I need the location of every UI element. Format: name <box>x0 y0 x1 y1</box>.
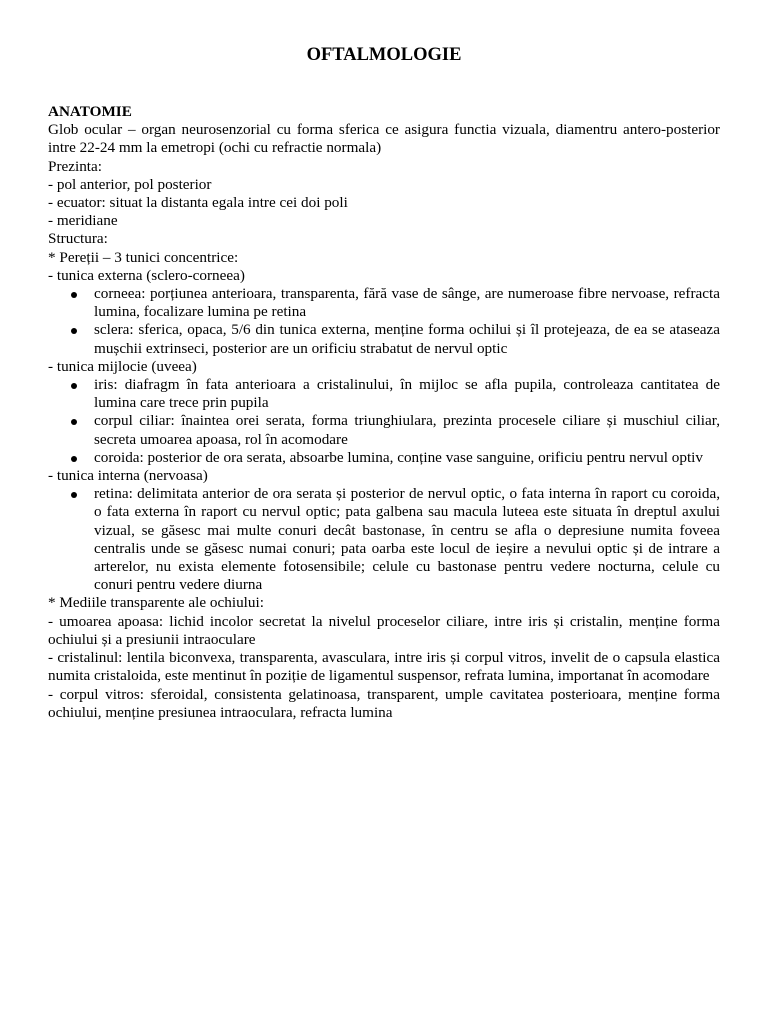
medii-label: * Mediile transparente ale ochiului: <box>48 594 264 612</box>
list-item-text: retina: delimitata anterior de ora serata și posterior de nervul optic, o fata interna în raport cu coroida, o fata externa în raport cu nervul optic; pata galbena sau macula luteea este situata în dreptul axului vizual, se găsesc mai multe conuri decât bastonase, în centru se afla o depresiune numita foveea centralis unde se găsesc numai conuri; pata oarba este locul de ieșire a nevului optic și de intrare a arterelor, nu exista elemente fotosensibile; celule cu bastonase pentru vedere nocturna, celule cu conuri pentru vedere diurna <box>94 485 720 594</box>
structura-label: Structura: <box>48 230 108 248</box>
medii-item: - umoarea apoasa: lichid incolor secretat la nivelul proceselor ciliare, intre iris și cristalin, menține forma ochiului și a presiunii intraoculare <box>48 612 720 648</box>
tunica-mijlocie-label: - tunica mijlocie (uveea) <box>48 357 197 375</box>
list-item-text: sclera: sferica, opaca, 5/6 din tunica externa, menține forma ochilui și îl protejeaza, de ea se ataseaza mușchii extrinseci, posterior are un orificiu strabatut de nervul optic <box>94 321 720 357</box>
medii-item: - corpul vitros: sferoidal, consistenta gelatinoasa, transparent, umple cavitatea posterioara, menține forma ochiului, menține presiunea intraoculara, refracta lumina <box>48 685 720 721</box>
list-item-text: coroida: posterior de ora serata, absoarbe lumina, conține vase sanguine, orificiu pentru nervul optiv <box>94 448 703 466</box>
tunica-interna-label: - tunica interna (nervoasa) <box>48 467 208 485</box>
document-page <box>48 44 720 722</box>
bullet-icon <box>71 456 77 462</box>
bullet-icon <box>71 492 77 498</box>
intro-paragraph: Glob ocular – organ neurosenzorial cu forma sferica ce asigura functia vizuala, diamentru antero-posterior intre 22-24 mm la emetropi (ochi cu refractie normala) <box>48 121 720 157</box>
tunica-externa-list <box>48 285 720 358</box>
document-title: OFTALMOLOGIE <box>306 45 462 65</box>
list-item <box>94 376 720 412</box>
list-item-text: corpul ciliar: înaintea orei serata, forma triunghiulara, prezinta procesele ciliare și muschiul ciliar, secreta umoarea apoasa, rol în acomodare <box>94 412 720 448</box>
tunica-mijlocie-list <box>48 376 720 467</box>
tunica-interna-list <box>48 485 720 594</box>
list-item <box>94 321 720 357</box>
medii-item: - cristalinul: lentila biconvexa, transparenta, avasculara, intre iris și corpul vitros, invelit de o capsula elastica numita cristaloida, este mentinut în poziție de ligamentul suspensor, refrata lumina, importanat în acomodare <box>48 649 720 685</box>
list-item <box>94 285 720 321</box>
bullet-icon <box>71 383 77 389</box>
list-item <box>94 449 720 467</box>
bullet-icon <box>71 328 77 334</box>
prezinta-item: - pol anterior, pol posterior <box>48 175 212 193</box>
list-item <box>94 485 720 594</box>
list-item <box>94 412 720 448</box>
prezinta-item: - meridiane <box>48 212 118 230</box>
prezinta-item: - ecuator: situat la distanta egala intre cei doi poli <box>48 194 348 212</box>
tunica-externa-label: - tunica externa (sclero-corneea) <box>48 266 245 284</box>
section-heading-anatomie: ANATOMIE <box>48 103 132 120</box>
list-item-text: corneea: porțiunea anterioara, transparenta, fără vase de sânge, are numeroase fibre nervoase, refracta lumina, focalizare lumina pe retina <box>94 285 720 321</box>
bullet-icon <box>71 419 77 425</box>
bullet-icon <box>71 292 77 298</box>
list-item-text: iris: diafragm în fata anterioara a cristalinului, în mijloc se afla pupila, controleaza cantitatea de lumina care trece prin pupila <box>94 376 720 412</box>
pereti-label: * Pereții – 3 tunici concentrice: <box>48 248 239 266</box>
prezinta-label: Prezinta: <box>48 157 102 175</box>
